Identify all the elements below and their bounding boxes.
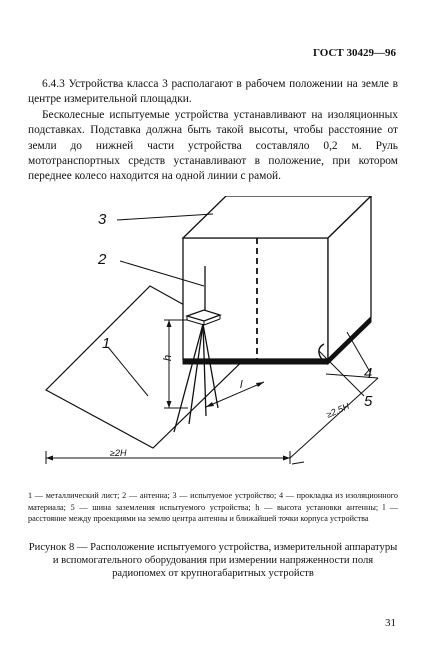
label-2: 2 (98, 251, 107, 268)
label-5: 5 (364, 393, 373, 410)
figure-8-diagram (28, 196, 398, 486)
page-number: 31 (385, 617, 396, 629)
label-h: h (162, 354, 174, 361)
standard-number: ГОСТ 30429—96 (313, 47, 396, 59)
label-25h: ≥2,5H (324, 400, 351, 420)
paragraph-6-4-3: 6.4.3 Устройства класса 3 располагают в рабочем положении на земле в центре измерительной площадки. (28, 78, 398, 106)
distance-dim-line (206, 382, 264, 407)
label-l: l (240, 379, 243, 391)
dim-line-25h (290, 378, 378, 458)
body-text (28, 77, 398, 185)
figure-caption: Рисунок 8 — Расположение испытуемого устройства, измерительной аппаратуры и вспомогательного оборудования при измерении напряженности поля радиопомех от крупногабаритных устройств (28, 542, 398, 580)
label-3: 3 (98, 211, 107, 228)
paragraph-wheelless: Бесколесные испытуемые устройства устанавливают на изоляционных подставках. Подставка должна быть такой высоты, чтобы расстояние от земли до нижней части устройства составляло 0,2 м. Руль мототранспортных средств устанавливают в положение, при котором переднее колесо находится на одной линии с рамой. (28, 108, 398, 183)
figure-legend: 1 — металлический лист; 2 — антенна; 3 — испытуемое устройство; 4 — прокладка из изоляционного материала; 5 — шина заземления испытуемого устройства; h — высота установки антенны; l — расстояние между проекциями на землю центра антенны и ближайшей точки корпуса устройства (28, 491, 398, 524)
label-4: 4 (364, 365, 373, 382)
label-1: 1 (102, 335, 111, 352)
label-2h: ≥2H (110, 448, 127, 458)
